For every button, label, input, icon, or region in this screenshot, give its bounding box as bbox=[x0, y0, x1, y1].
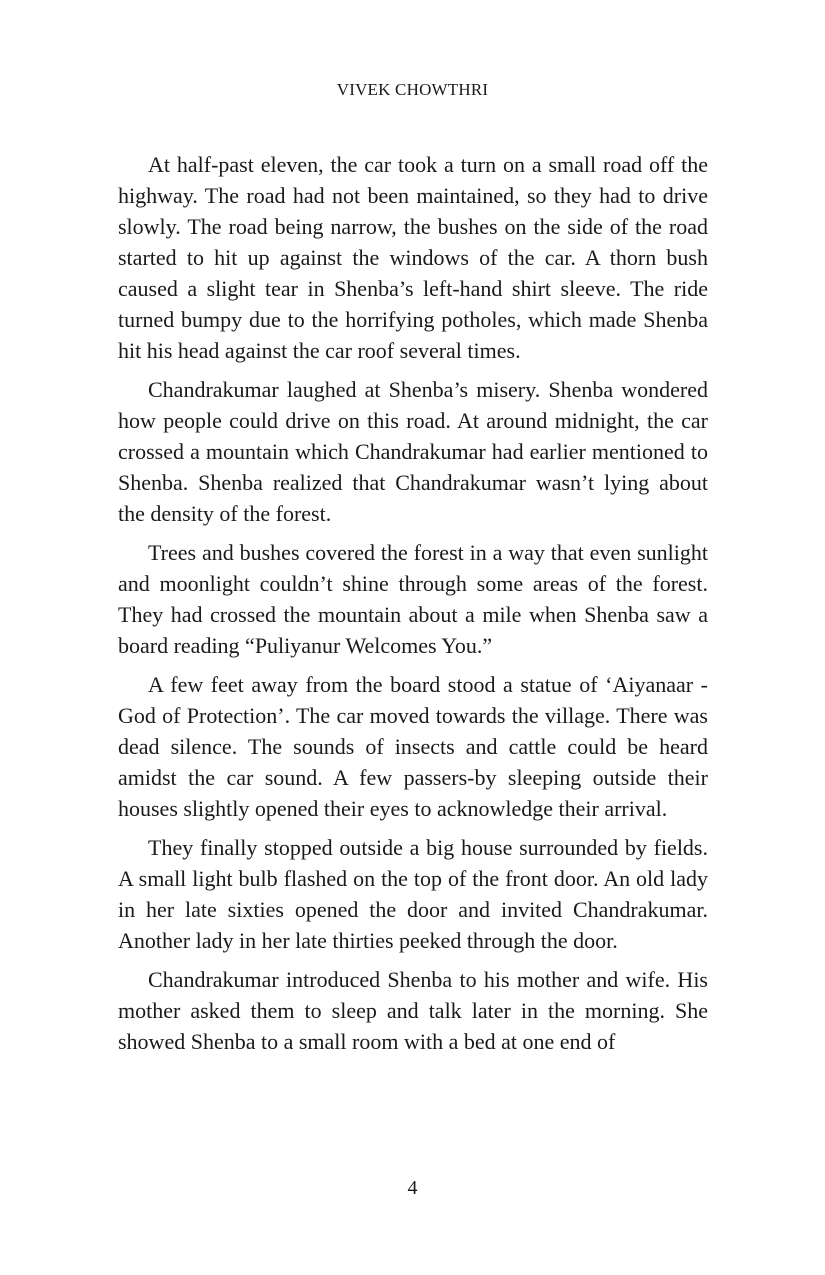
paragraph: A few feet away from the board stood a statue of ‘Aiyanaar - God of Protection’. The car moved towards the village. There was dead silence. The sounds of insects and cattle could be heard amidst the car sound. A few passers-by sleeping outside their houses slightly opened their eyes to acknowledge their arrival. bbox=[118, 672, 708, 821]
body-text bbox=[118, 149, 708, 1065]
page-number: 4 bbox=[407, 1177, 418, 1199]
paragraph: Chandrakumar laughed at Shenba’s misery. Shenba wondered how people could drive on this road. At around midnight, the car crossed a mountain which Chandrakumar had earlier mentioned to Shenba. Shenba realized that Chandrakumar wasn’t lying about the density of the forest. bbox=[118, 377, 708, 526]
running-head: VIVEK CHOWTHRI bbox=[336, 80, 489, 99]
paragraph: Chandrakumar introduced Shenba to his mother and wife. His mother asked them to sleep and talk later in the morning. She showed Shenba to a small room with a bed at one end of bbox=[118, 967, 708, 1054]
paragraph: Trees and bushes covered the forest in a way that even sunlight and moonlight couldn’t shine through some areas of the forest. They had crossed the mountain about a mile when Shenba saw a board reading “Puliyanur Welcomes You.” bbox=[118, 540, 708, 658]
paragraph: They finally stopped outside a big house surrounded by fields. A small light bulb flashed on the top of the front door. An old lady in her late sixties opened the door and invited Chandrakumar. Another lady in her late thirties peeked through the door. bbox=[118, 835, 708, 953]
paragraph: At half-past eleven, the car took a turn on a small road off the highway. The road had not been maintained, so they had to drive slowly. The road being narrow, the bushes on the side of the road started to hit up against the windows of the car. A thorn bush caused a slight tear in Shenba’s left-hand shirt sleeve. The ride turned bumpy due to the horrifying potholes, which made Shenba hit his head against the car roof several times. bbox=[118, 152, 708, 363]
